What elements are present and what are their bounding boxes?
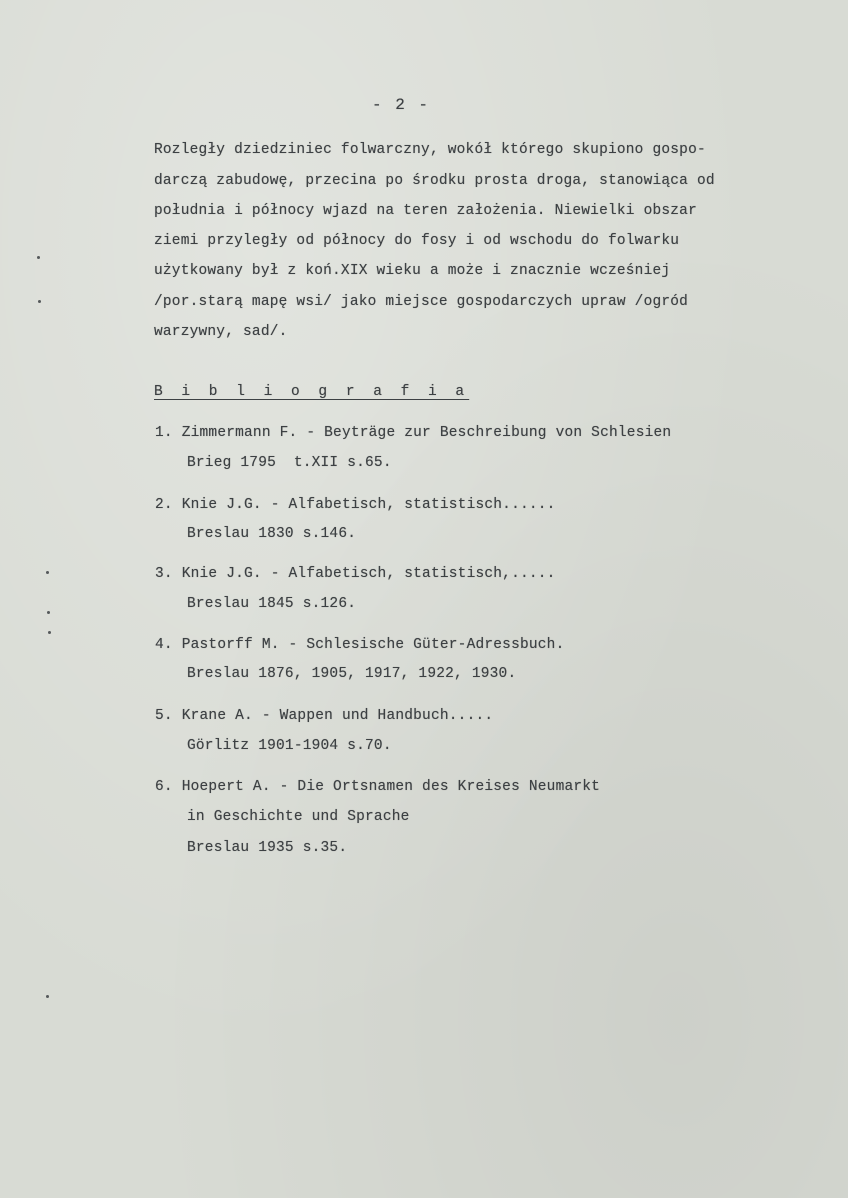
paragraph-line: warzywny, sad/.: [154, 324, 288, 340]
entry-text: [155, 637, 564, 653]
paragraph-line: /por.starą mapę wsi/ jako miejsce gospodarczych upraw /ogród: [154, 294, 689, 310]
paragraph-line: użytkowany był z koń.XIX wieku a może i znacznie wcześniej: [154, 263, 671, 279]
entry-line: Zimmermann F. - Beyträge zur Beschreibung von Schlesien: [181, 425, 672, 441]
entry-text: [155, 497, 556, 513]
entry-line: Breslau 1845 s.126.: [187, 596, 357, 612]
entry-number: 5.: [155, 708, 173, 724]
entry-text: [155, 425, 671, 441]
entry-text: [155, 779, 600, 795]
entry-line: Görlitz 1901-1904 s.70.: [187, 738, 392, 754]
paragraph-line: darczą zabudowę, przecina po środku prosta droga, stanowiąca od: [154, 173, 715, 189]
margin-speck: [46, 571, 49, 574]
paragraph-line: ziemi przyległy od północy do fosy i od wschodu do folwarku: [154, 233, 680, 249]
entry-text: [155, 708, 493, 724]
entry-number: 6.: [155, 779, 173, 795]
margin-speck: [38, 300, 41, 303]
margin-speck: [37, 256, 40, 259]
entry-text: [155, 566, 556, 582]
entry-line: Knie J.G. - Alfabetisch, statistisch......: [181, 497, 556, 513]
margin-speck: [48, 631, 51, 634]
paragraph-line: południa i północy wjazd na teren założenia. Niewielki obszar: [154, 203, 697, 219]
entry-line: Breslau 1876, 1905, 1917, 1922, 1930.: [187, 666, 517, 682]
entry-line: Hoepert A. - Die Ortsnamen des Kreises Neumarkt: [181, 779, 601, 795]
entry-line: Knie J.G. - Alfabetisch, statistisch,.....: [181, 566, 556, 582]
entry-number: 2.: [155, 497, 173, 513]
entry-line: Breslau 1830 s.146.: [187, 526, 357, 542]
entry-line: Breslau 1935 s.35.: [187, 840, 348, 856]
margin-speck: [46, 995, 49, 998]
entry-number: 1.: [155, 425, 173, 441]
entry-number: 3.: [155, 566, 173, 582]
margin-speck: [47, 611, 50, 614]
bibliography-heading: B i b l i o g r a f i a: [154, 384, 470, 400]
paragraph-line: Rozległy dziedziniec folwarczny, wokół którego skupiono gospo-: [154, 142, 706, 158]
entry-line: in Geschichte und Sprache: [187, 809, 410, 825]
entry-line: Brieg 1795 t.XII s.65.: [187, 455, 392, 471]
entry-line: Krane A. - Wappen und Handbuch.....: [181, 708, 494, 724]
page-number: - 2 -: [372, 96, 431, 114]
entry-line: Pastorff M. - Schlesische Güter-Adressbuch.: [181, 637, 565, 653]
entry-number: 4.: [155, 637, 173, 653]
